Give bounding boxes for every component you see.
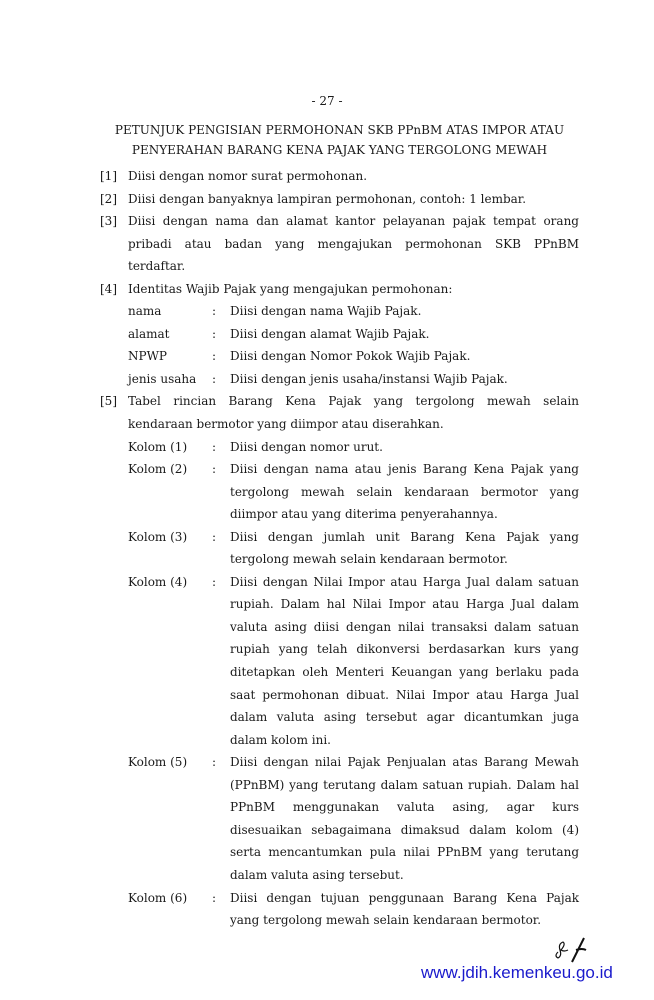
field-label: Kolom (2)	[128, 462, 188, 477]
field-row	[128, 887, 579, 932]
item-number: [4]	[100, 281, 117, 296]
page-number: - 27 -	[311, 94, 343, 108]
field-text-line: Diisi dengan nama atau jenis Barang Kena Pajak yang	[230, 462, 579, 477]
item-text-line: Diisi dengan nomor surat permohonan.	[128, 169, 368, 183]
field-row	[128, 300, 579, 323]
field-colon: :	[212, 326, 217, 341]
field-text-line: Diisi dengan Nilai Impor atau Harga Jual dalam satuan	[230, 574, 579, 589]
field-row	[128, 345, 579, 368]
field-text-line: tergolong mewah selain kendaraan bermotor.	[230, 552, 508, 567]
field-colon: :	[212, 890, 217, 905]
field-text-line: ditetapkan oleh Menteri Keuangan yang berlaku pada	[230, 665, 579, 680]
field-text-line: (PPnBM) yang terutang dalam satuan rupiah. Dalam hal	[230, 777, 579, 792]
field-label: alamat	[128, 326, 170, 341]
list-item	[100, 165, 579, 188]
field-text-line: PPnBM menggunakan valuta asing, agar kurs	[230, 800, 579, 815]
field-colon: :	[212, 462, 217, 477]
field-label: Kolom (5)	[128, 755, 188, 770]
field-text-line: diimpor atau yang diterima penyerahannya.	[230, 507, 498, 522]
field-text-line: saat permohonan dibuat. Nilai Impor atau Harga Jual	[230, 687, 579, 702]
field-text-line: Diisi dengan Nomor Pokok Wajib Pajak.	[230, 349, 471, 364]
field-colon: :	[212, 755, 217, 770]
field-text-line: Diisi dengan jumlah unit Barang Kena Pajak yang	[230, 529, 579, 544]
field-text-line: dalam valuta asing tersebut agar dicantumkan juga	[230, 710, 579, 725]
title-line: PENYERAHAN BARANG KENA PAJAK YANG TERGOLONG MEWAH	[131, 143, 548, 157]
signature-initials	[552, 934, 592, 964]
item-text-line: kendaraan bermotor yang diimpor atau diserahkan.	[128, 417, 444, 432]
title-line: PETUNJUK PENGISIAN PERMOHONAN SKB PPnBM ATAS IMPOR ATAU	[114, 123, 565, 137]
field-text-line: Diisi dengan nomor urut.	[230, 439, 383, 454]
document-title	[100, 120, 579, 160]
field-text-line: Diisi dengan tujuan penggunaan Barang Kena Pajak	[230, 890, 579, 905]
field-colon: :	[212, 349, 217, 364]
field-text-line: dalam valuta asing tersebut.	[230, 867, 404, 882]
field-text-line: Diisi dengan alamat Wajib Pajak.	[230, 326, 430, 341]
field-row	[128, 323, 579, 346]
field-text-line: rupiah. Dalam hal Nilai Impor atau Harga Jual dalam	[230, 597, 579, 612]
field-row	[128, 458, 579, 526]
item-text-line: terdaftar.	[128, 259, 186, 274]
field-label: Kolom (6)	[128, 890, 188, 905]
field-text-line: tergolong mewah selain kendaraan bermotor yang	[230, 484, 579, 499]
field-colon: :	[212, 439, 217, 454]
item-text-line: pribadi atau badan yang mengajukan permohonan SKB PPnBM	[128, 236, 579, 251]
list-item	[100, 278, 579, 391]
field-row	[128, 436, 579, 459]
field-text-line: Diisi dengan nama Wajib Pajak.	[230, 304, 422, 319]
field-label: Kolom (4)	[128, 574, 188, 589]
footer-url[interactable]: www.jdih.kemenkeu.go.id	[421, 963, 613, 982]
list-item	[100, 210, 579, 278]
item-number: [1]	[100, 169, 117, 183]
field-text-line: disesuaikan sebagaimana dimaksud dalam kolom (4)	[230, 822, 579, 837]
field-label: Kolom (3)	[128, 529, 188, 544]
instruction-list	[100, 165, 579, 932]
field-text-line: Diisi dengan jenis usaha/instansi Wajib Pajak.	[230, 371, 508, 386]
field-label: nama	[128, 304, 162, 319]
field-text-line: Diisi dengan nilai Pajak Penjualan atas Barang Mewah	[230, 755, 579, 770]
field-colon: :	[212, 304, 217, 319]
item-text-line: Identitas Wajib Pajak yang mengajukan permohonan:	[128, 281, 453, 296]
field-row	[128, 571, 579, 751]
item-number: [3]	[100, 214, 117, 229]
field-text-line: valuta asing diisi dengan nilai transaksi dalam satuan	[230, 619, 579, 634]
field-label: Kolom (1)	[128, 439, 188, 454]
list-item	[100, 390, 579, 931]
item-text-line: Diisi dengan banyaknya lampiran permohonan, contoh: 1 lembar.	[128, 191, 527, 206]
item-number: [5]	[100, 394, 117, 409]
field-label: NPWP	[128, 349, 167, 364]
item-text-line: Diisi dengan nama dan alamat kantor pelayanan pajak tempat orang	[128, 214, 579, 229]
field-row	[128, 751, 579, 886]
item-text-line: Tabel rincian Barang Kena Pajak yang tergolong mewah selain	[128, 394, 579, 409]
field-colon: :	[212, 574, 217, 589]
field-label: jenis usaha	[128, 371, 197, 386]
field-text-line: yang tergolong mewah selain kendaraan bermotor.	[230, 913, 542, 928]
field-text-line: serta mencantumkan pula nilai PPnBM yang terutang	[230, 845, 579, 860]
field-row	[128, 526, 579, 571]
field-row	[128, 368, 579, 391]
field-text-line: dalam kolom ini.	[230, 732, 331, 747]
list-item	[100, 188, 579, 211]
field-colon: :	[212, 371, 217, 386]
field-colon: :	[212, 529, 217, 544]
item-number: [2]	[100, 191, 117, 206]
field-text-line: rupiah yang telah dikonversi berdasarkan kurs yang	[230, 642, 579, 657]
